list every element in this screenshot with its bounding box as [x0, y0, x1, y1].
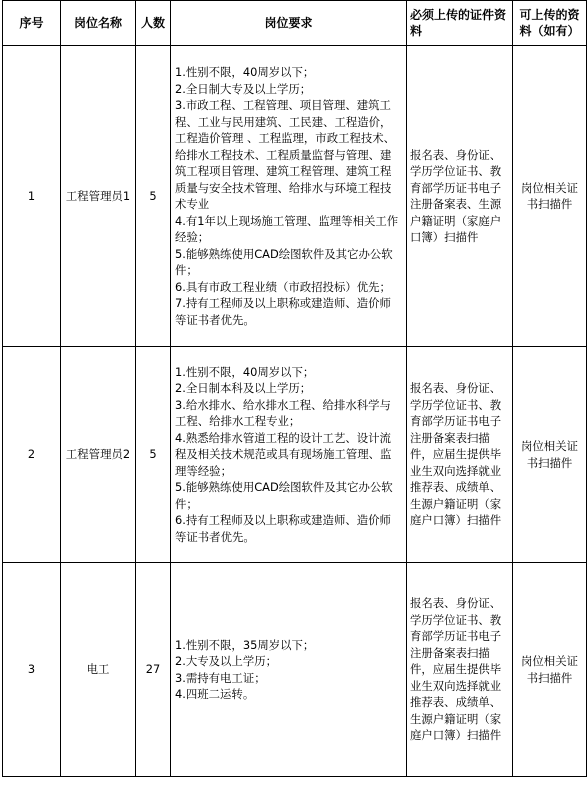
table-row	[3, 563, 587, 777]
requirement-item: 1.性别不限，40周岁以下；	[175, 364, 315, 379]
requirement-item: 5.能够熟练使用CAD绘图软件及其它办公软件；	[175, 246, 393, 277]
row-required-docs: 报名表、身份证、学历学位证书、教育部学历证书电子注册备案表扫描件，应届生提供毕业生双向选择就业推荐表、成绩单、生源户籍证明（家庭户口簿）扫描件	[407, 347, 513, 563]
requirement-item: 2.大专及以上学历；	[175, 654, 277, 668]
requirement-item: 3.需持有电工证；	[175, 670, 266, 685]
row-seq: 1	[3, 46, 61, 347]
row-count: 5	[136, 347, 171, 563]
row-required-docs: 报名表、身份证、学历学位证书、教育部学历证书电子注册备案表扫描件，应届生提供毕业生双向选择就业推荐表、成绩单、生源户籍证明（家庭户口簿）扫描件	[407, 563, 513, 777]
requirement-item: 2.全日制大专及以上学历；	[175, 81, 312, 96]
header-required-docs: 必须上传的证件资料	[407, 1, 513, 46]
header-count: 人数	[136, 1, 171, 46]
header-optional-docs: 可上传的资料（如有）	[513, 1, 587, 46]
requirement-item: 2.全日制本科及以上学历；	[175, 381, 312, 396]
requirement-item: 1.性别不限，35周岁以下；	[175, 637, 315, 652]
row-optional-docs: 岗位相关证书扫描件	[513, 347, 587, 563]
header-requirements: 岗位要求	[171, 1, 407, 46]
requirement-item: 5.能够熟练使用CAD绘图软件及其它办公软件；	[175, 480, 393, 511]
requirement-item: 1.性别不限，40周岁以下；	[175, 65, 315, 79]
row-seq: 3	[3, 563, 61, 777]
requirement-item: 3.市政工程、工程管理、项目管理、建筑工程、工业与民用建筑、工民建、工程造价，工程造价管理 、工程监理，市政工程技术、给排水工程技术、工程质量监督与管理、建筑工程项目管理、建筑工程管理、建筑工程质量与安全技术管理、给排水与环境工程技术专业	[175, 98, 396, 211]
row-requirements	[171, 347, 407, 563]
row-count: 27	[136, 563, 171, 777]
requirement-item: 6.具有市政工程业绩（市政招投标）优先；	[175, 279, 391, 294]
table-row	[3, 46, 587, 347]
row-requirements	[171, 563, 407, 777]
requirement-item: 6.持有工程师及以上职称或建造师、造价师等证书者优先。	[175, 513, 391, 544]
requirement-item: 4.熟悉给排水管道工程的设计工艺、设计流程及相关技术规范或具有现场施工管理、监理等经验；	[175, 430, 392, 478]
requirement-item: 7.持有工程师及以上职称或建造师、造价师等证书者优先。	[175, 296, 391, 327]
row-position: 电工	[61, 563, 136, 777]
row-required-docs: 报名表、身份证、学历学位证书、教育部学历证书电子注册备案表、生源户籍证明（家庭户口簿）扫描件	[407, 46, 513, 347]
requirement-item: 3.给水排水、给水排水工程、给排水科学与工程、给排水工程专业；	[175, 397, 391, 429]
header-row	[3, 1, 587, 46]
header-seq: 序号	[3, 1, 61, 46]
row-optional-docs: 岗位相关证书扫描件	[513, 46, 587, 347]
table-row	[3, 347, 587, 563]
row-position: 工程管理员2	[61, 347, 136, 563]
job-table	[2, 0, 587, 777]
header-position: 岗位名称	[61, 1, 136, 46]
row-position: 工程管理员1	[61, 46, 136, 347]
requirement-item: 4.四班二运转。	[175, 687, 255, 701]
row-seq: 2	[3, 347, 61, 563]
requirement-item: 4.有1年以上现场施工管理、监理等相关工作经验；	[175, 213, 399, 244]
row-optional-docs: 岗位相关证书扫描件	[513, 563, 587, 777]
row-count: 5	[136, 46, 171, 347]
row-requirements	[171, 46, 407, 347]
